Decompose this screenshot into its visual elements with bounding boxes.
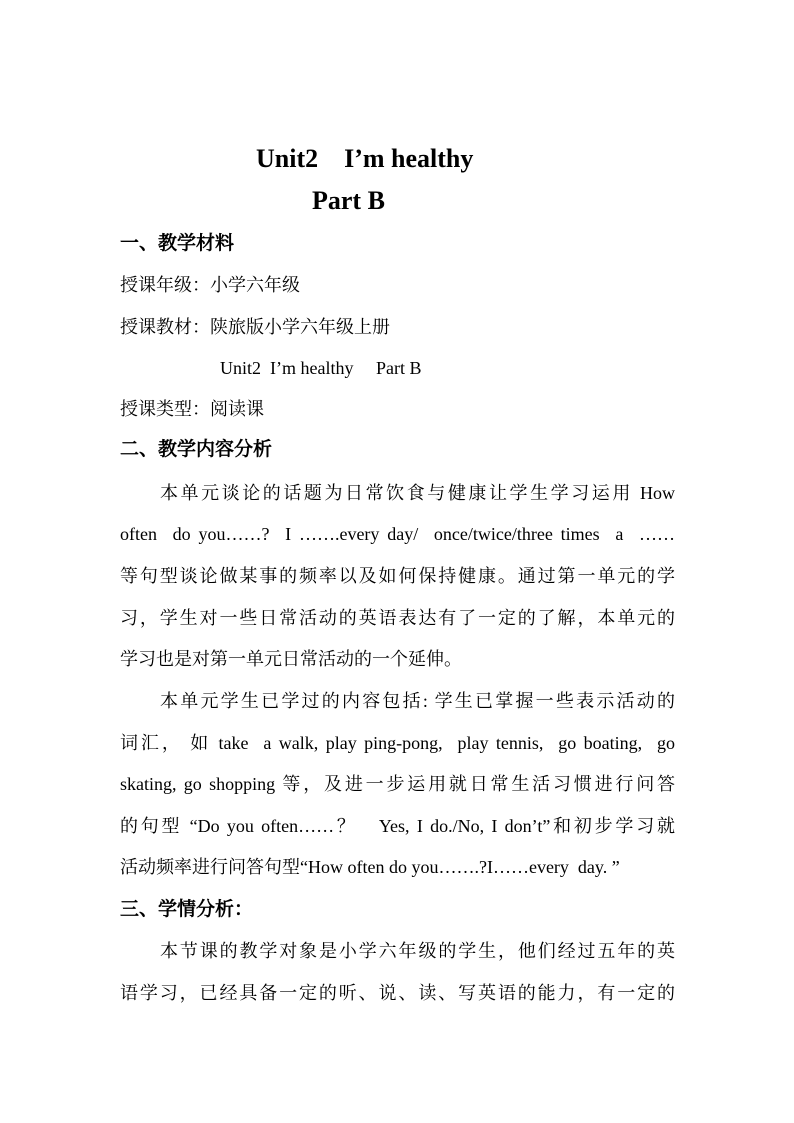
paragraph-line: 词汇， 如 take a walk, play ping-pong, play tennis, go boating, go [120,733,675,753]
paragraph-line: 学习也是对第一单元日常活动的一个延伸。 [120,649,462,669]
paragraph-line: 的句型 “Do you often……？ Yes, I do./No, I don’t”和初步学习就 [120,816,675,836]
section-heading-learner-analysis: 三、学情分析： [120,899,254,920]
document-title: Unit2 I’m healthy [256,144,474,173]
section-heading-content-analysis: 二、教学内容分析 [120,439,273,460]
paragraph-line: 活动频率进行问答句型“How often do you…….?I……every day. ” [120,857,620,877]
textbook-unit-line: Unit2 I’m healthy Part B [220,358,422,378]
paragraph-line: 本单元谈论的话题为日常饮食与健康让学生学习运用 How [160,483,675,503]
section-heading-materials: 一、教学材料 [120,233,235,254]
textbook-line: 授课教材：陕旅版小学六年级上册 [120,317,390,337]
paragraph-line: 语学习，已经具备一定的听、说、读、写英语的能力，有一定的 [120,983,675,1003]
paragraph-line: often do you……? I …….every day/ once/twice/three times a …… [120,524,675,544]
document-subtitle: Part B [312,186,385,215]
lesson-type-line: 授课类型：阅读课 [120,399,264,419]
paragraph-line: 等句型谈论做某事的频率以及如何保持健康。通过第一单元的学 [120,566,675,586]
paragraph-line: 习，学生对一些日常活动的英语表达有了一定的了解，本单元的 [120,608,675,628]
paragraph-line: 本节课的教学对象是小学六年级的学生，他们经过五年的英 [160,941,675,961]
paragraph-line: 本单元学生已学过的内容包括: 学生已掌握一些表示活动的 [160,691,675,711]
grade-line: 授课年级：小学六年级 [120,275,300,295]
paragraph-line: skating, go shopping 等，及进一步运用就日常生活习惯进行问答 [120,774,675,794]
